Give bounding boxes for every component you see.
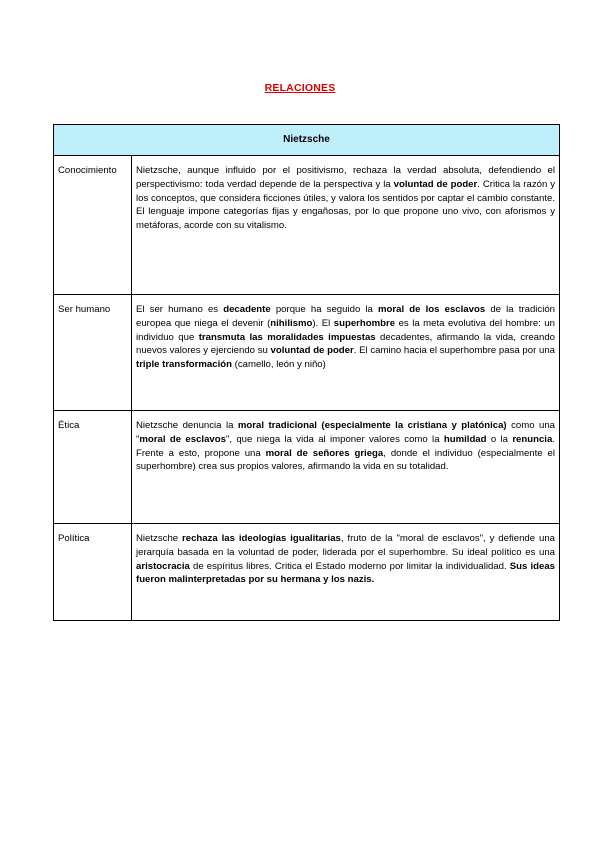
row-label: Ética bbox=[54, 411, 132, 524]
table-row bbox=[54, 524, 560, 621]
row-content bbox=[132, 295, 560, 411]
row-label: Política bbox=[54, 524, 132, 621]
row-text: Nietzsche rechaza las ideologías igualitarias, fruto de la "moral de esclavos", y defiende una jerarquía basada en la voluntad de poder, liderada por el superhombre. Su ideal político es una aristocracia de espíritus libres. Critica el Estado moderno por limitar la individualidad. Sus ideas fueron malinterpretadas por su hermana y los nazis. bbox=[136, 533, 555, 586]
row-text: Nietzsche denuncia la moral tradicional (especialmente la cristiana y platónica) como una "moral de esclavos", que niega la vida al imponer valores como la humildad o la renuncia. Frente a esto, propone una moral de señores griega, donde el individuo (especialmente el superhombre) crea sus propios valores, afirmando la vida en su totalidad. bbox=[136, 420, 556, 473]
table-row bbox=[54, 411, 560, 524]
row-label: Ser humano bbox=[54, 295, 132, 411]
row-label: Conocimiento bbox=[54, 156, 132, 295]
table-row bbox=[54, 295, 560, 411]
row-content bbox=[132, 524, 560, 621]
row-text: El ser humano es decadente porque ha seguido la moral de los esclavos de la tradición europea que niega el devenir (nihilismo). El superhombre es la meta evolutiva del hombre: un individuo que transmuta las moralidades impuestas decadentes, afirmando la vida, creando nuevos valores y ejerciendo su voluntad de poder. El camino hacia el superhombre pasa por una triple transformación (camello, león y niño) bbox=[136, 304, 556, 371]
table-row bbox=[54, 156, 560, 295]
row-content bbox=[132, 411, 560, 524]
relations-table bbox=[53, 124, 560, 621]
row-text: Nietzsche, aunque influido por el positivismo, rechaza la verdad absoluta, defendiendo el perspectivismo: toda verdad depende de la perspectiva y la voluntad de poder. Critica la razón y los conceptos, que considera ficciones útiles, y valora los sentidos por captar el cambio constante. El lenguaje impone categorías fijas y engañosas, por lo que propone uno vivo, con aforismos y metáforas, acorde con su vitalismo. bbox=[136, 165, 556, 232]
row-content bbox=[132, 156, 560, 295]
table-header: Nietzsche bbox=[54, 125, 560, 156]
page-title: RELACIONES bbox=[264, 82, 336, 94]
